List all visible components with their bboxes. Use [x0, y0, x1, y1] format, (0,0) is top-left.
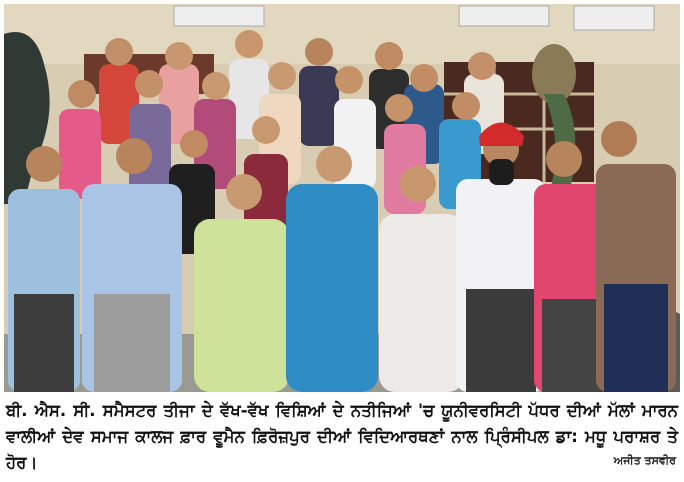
group-photo-illustration: [4, 4, 680, 392]
group-photo: [4, 4, 680, 392]
photo-caption: ਬੀ. ਐਸ. ਸੀ. ਸਮੈਸਟਰ ਤੀਜਾ ਦੇ ਵੱਖ-ਵੱਖ ਵਿਸ਼ਿਆਂ ਦੇ ਨਤੀਜਿਆਂ 'ਚ ਯੂਨੀਵਰਸਿਟੀ ਪੱਧਰ ਦੀਆਂ ਮੱਲਾਂ ਮਾਰਨ ਵਾਲੀਆਂ ਦੇਵ ਸਮਾਜ ਕਾਲਜ ਫ਼ਾਰ ਵੂਮੈਨ ਫ਼ਿਰੋਜ਼ਪੁਰ ਦੀਆਂ ਵਿਦਿਆਰਥਣਾਂ ਨਾਲ ਪ੍ਰਿੰਸੀਪਲ ਡਾ: ਮਧੂ ਪਰਾਸ਼ਰ ਤੇ ਹੋਰ।: [6, 401, 678, 472]
photo-credit: ਅਜੀਤ ਤਸਵੀਰ: [613, 454, 676, 467]
